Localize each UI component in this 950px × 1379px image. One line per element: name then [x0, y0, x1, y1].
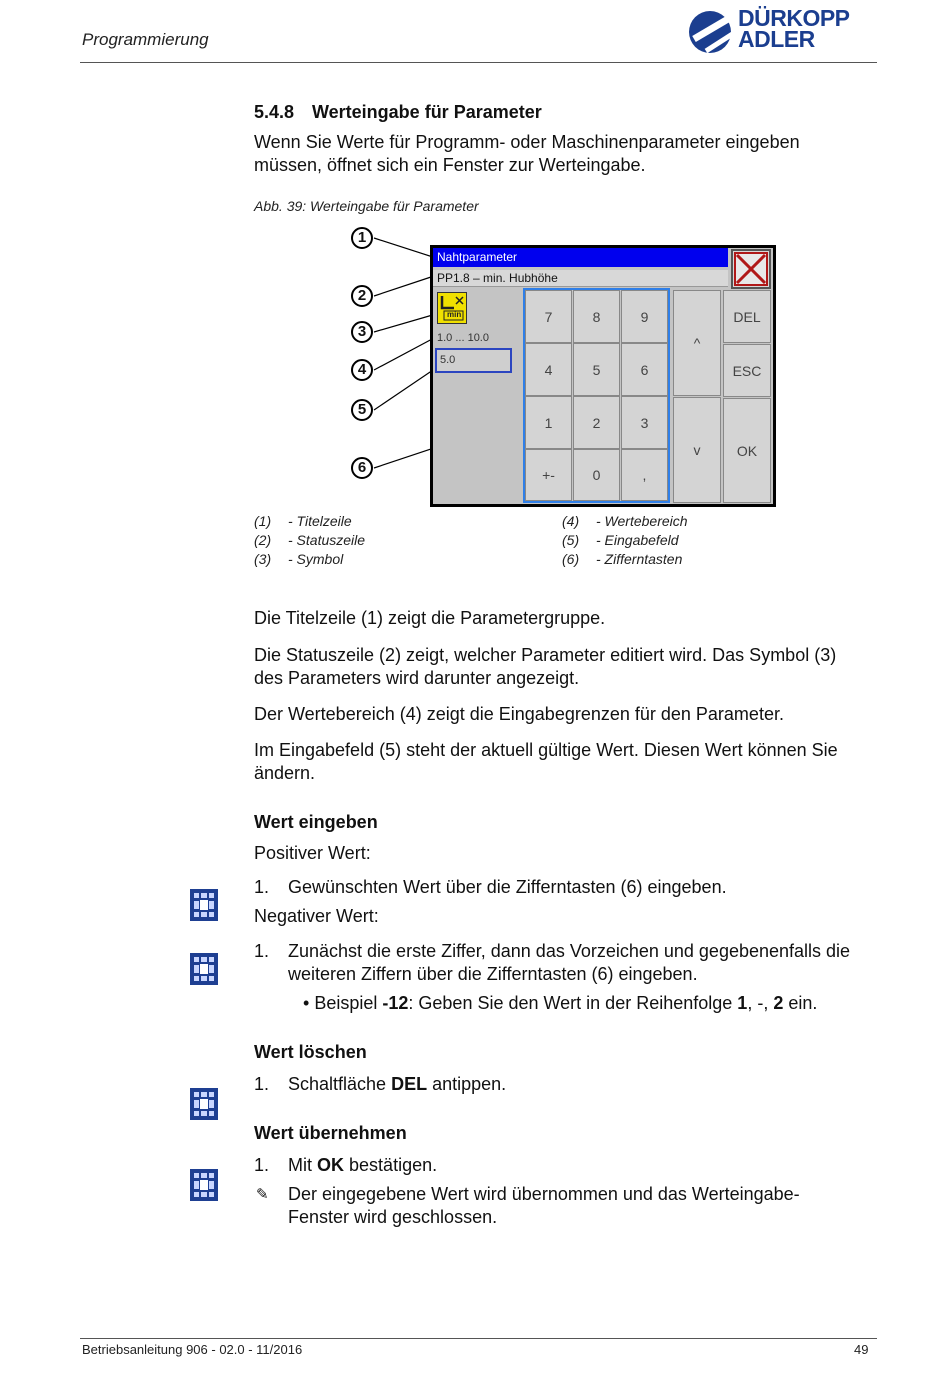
example-value: -12 — [382, 993, 409, 1013]
callout-1: 1 — [351, 227, 373, 249]
close-button[interactable] — [731, 249, 771, 289]
callout-5: 5 — [351, 399, 373, 421]
touch-keypad-icon — [190, 1088, 218, 1120]
legend-item-3 — [254, 551, 343, 567]
figure-caption: Abb. 39: Werteingabe für Parameter — [254, 198, 479, 214]
legend-item-1 — [254, 513, 352, 529]
negative-step-text: Zunächst die erste Ziffer, dann das Vorzeichen und gegebenenfalls die weiteren Ziffern über die Zifferntasten (6) eingeben. — [288, 941, 851, 984]
value-input-field[interactable]: 5.0 — [435, 348, 512, 373]
uebernehmen-step-number: 1. — [254, 1155, 270, 1175]
step-text: bestätigen. — [349, 1155, 438, 1175]
key-3[interactable]: 3 — [621, 396, 668, 449]
key-down[interactable]: v — [673, 397, 721, 503]
close-icon — [733, 251, 769, 287]
key-8[interactable]: 8 — [573, 290, 620, 343]
screen-status-bar: PP1.8 – min. Hubhöhe — [433, 270, 728, 287]
logo-line-2: ADLER — [738, 26, 815, 52]
key-del[interactable]: DEL — [723, 290, 771, 343]
legend-item-4 — [562, 513, 688, 529]
legend-item-2 — [254, 532, 365, 548]
example-sep: , — [763, 993, 769, 1013]
value-range: 1.0 ... 10.0 — [437, 332, 489, 344]
value-entry-screen — [430, 245, 776, 507]
legend-label: - Titelzeile — [288, 513, 352, 529]
legend-num: (1) — [254, 513, 272, 529]
heading-wert-uebernehmen: Wert übernehmen — [254, 1123, 407, 1143]
key-decimal[interactable]: , — [621, 449, 668, 501]
legend-item-6 — [562, 551, 682, 567]
legend-num: (2) — [254, 532, 272, 548]
header-divider — [80, 62, 877, 63]
legend-label: - Symbol — [288, 551, 344, 567]
step-key-ok: OK — [317, 1155, 345, 1175]
company-logo — [688, 5, 878, 55]
example-seq-3: 2 — [773, 993, 784, 1013]
step-text: Mit — [288, 1155, 312, 1175]
legend-label: - Statuszeile — [288, 532, 366, 548]
footer-document-id: Betriebsanleitung 906 - 02.0 - 11/2016 — [82, 1342, 303, 1357]
negative-step-number: 1. — [254, 941, 270, 961]
touch-keypad-icon — [190, 953, 218, 985]
section-heading — [254, 102, 542, 123]
step-key-del: DEL — [391, 1074, 428, 1094]
step-text: Schaltfläche — [288, 1074, 387, 1094]
key-7[interactable]: 7 — [525, 290, 572, 343]
paragraph-eingabefeld: Im Eingabefeld (5) steht der aktuell gültige Wert. Diesen Wert können Sie ändern. — [254, 740, 838, 783]
example-bullet — [303, 992, 868, 1015]
example-sep: , — [747, 993, 753, 1013]
callout-4: 4 — [351, 359, 373, 381]
legend-num: (4) — [562, 513, 580, 529]
key-1[interactable]: 1 — [525, 396, 572, 449]
uebernehmen-step-text — [288, 1154, 437, 1177]
heading-wert-loeschen: Wert löschen — [254, 1042, 367, 1062]
touch-keypad-icon — [190, 1169, 218, 1201]
key-0[interactable]: 0 — [573, 449, 620, 501]
key-ok[interactable]: OK — [723, 398, 771, 503]
key-up[interactable]: ^ — [673, 290, 721, 396]
example-seq-1: 1 — [737, 993, 748, 1013]
legend-item-5 — [562, 532, 679, 548]
positive-label: Positiver Wert: — [254, 843, 371, 863]
callout-2: 2 — [351, 285, 373, 307]
legend-label: - Zifferntasten — [596, 551, 683, 567]
callout-3: 3 — [351, 321, 373, 343]
key-plus-minus[interactable]: +- — [525, 449, 572, 501]
paragraph-wertebereich: Der Wertebereich (4) zeigt die Eingabegrenzen für den Parameter. — [254, 704, 784, 724]
legend-num: (6) — [562, 551, 580, 567]
intro-paragraph: Wenn Sie Werte für Programm- oder Maschinenparameter eingeben müssen, öffnet sich ein Fenster zur Werteingabe. — [254, 132, 800, 175]
key-9[interactable]: 9 — [621, 290, 668, 343]
positive-step-text: Gewünschten Wert über die Zifferntasten (6) eingeben. — [288, 877, 727, 897]
example-seq-2: - — [757, 993, 764, 1013]
key-6[interactable]: 6 — [621, 343, 668, 396]
step-text: antippen. — [432, 1074, 507, 1094]
loeschen-step-number: 1. — [254, 1074, 270, 1094]
example-prefix: Beispiel — [314, 993, 378, 1013]
loeschen-step-text — [288, 1073, 506, 1096]
negative-label: Negativer Wert: — [254, 906, 379, 926]
key-5[interactable]: 5 — [573, 343, 620, 396]
legend-label: - Eingabefeld — [596, 532, 679, 548]
legend-num: (3) — [254, 551, 272, 567]
heading-wert-eingeben: Wert eingeben — [254, 812, 378, 832]
callout-6: 6 — [351, 457, 373, 479]
result-arrow-icon: ✎ — [256, 1186, 269, 1203]
positive-step-number: 1. — [254, 877, 270, 897]
key-esc[interactable]: ESC — [723, 344, 771, 397]
key-4[interactable]: 4 — [525, 343, 572, 396]
logo-line-1: DÜRKOPP — [738, 5, 850, 31]
page-number: 49 — [854, 1342, 869, 1357]
example-end: ein. — [788, 993, 818, 1013]
numeric-keypad — [523, 288, 670, 503]
screen-title-bar: Nahtparameter — [433, 248, 728, 267]
bullet: • — [303, 993, 310, 1013]
example-text: : Geben Sie den Wert in der Reihenfolge — [408, 993, 733, 1013]
legend-num: (5) — [562, 532, 580, 548]
paragraph-statuszeile: Die Statuszeile (2) zeigt, welcher Parameter editiert wird. Das Symbol (3) des Parameters wird darunter angezeigt. — [254, 645, 837, 688]
parameter-symbol — [437, 292, 467, 324]
header-title: Programmierung — [82, 30, 209, 49]
result-text: Der eingegebene Wert wird übernommen und das Werteingabe-Fenster wird geschlossen. — [288, 1184, 800, 1227]
touch-keypad-icon — [190, 889, 218, 921]
paragraph-titelzeile: Die Titelzeile (1) zeigt die Parametergruppe. — [254, 608, 606, 628]
symbol-label: min — [447, 310, 462, 319]
logo-mark-icon — [688, 9, 736, 55]
legend-label: - Wertebereich — [596, 513, 688, 529]
section-title: Werteingabe für Parameter — [312, 102, 542, 122]
section-number: 5.4.8 — [254, 102, 295, 122]
footer-divider — [80, 1338, 877, 1339]
key-2[interactable]: 2 — [573, 396, 620, 449]
